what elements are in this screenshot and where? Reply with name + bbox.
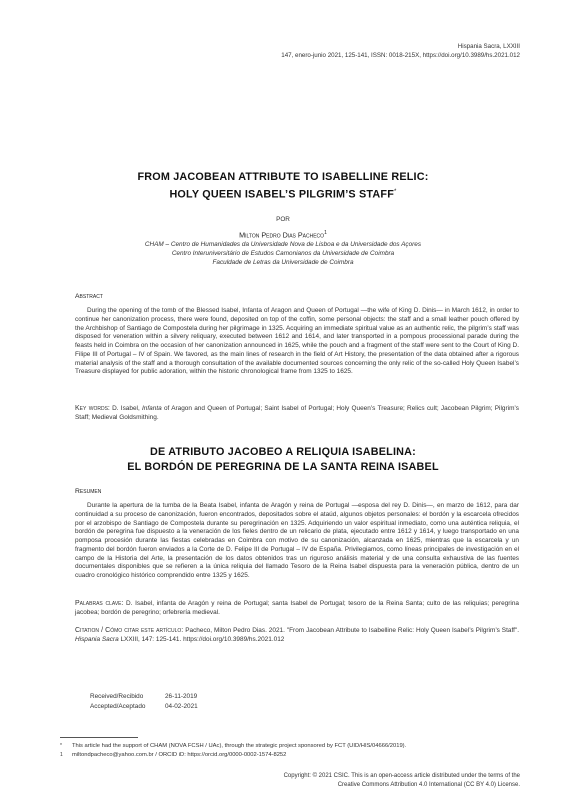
accepted-date: Accepted/Aceptado 04-02-2021: [90, 702, 198, 710]
footnote-1: * This article had the support of CHAM (NOVA FCSH / UAc), through the strategic project sponsored by FCT (UID/HIS/04666/2019).: [60, 743, 407, 749]
citation-block: Citation / Cómo citar este artículo: Pacheco, Milton Pedro Dias. 2021. "From Jacobean Attribute to Isabelline Relic: Holy Queen Isabel’s Pilgrim’s Staff". Hispania Sacra LXXIII, 147: 125-141. https://doi.org/10.3989/hs.2021.012: [75, 627, 519, 643]
spanish-title-line-2: EL BORDÓN DE PEREGRINA DE LA SANTA REINA ISABEL: [127, 461, 439, 473]
spanish-title: [40, 445, 526, 475]
footnote-divider: [60, 737, 138, 738]
affiliation-3: Faculdade de Letras da Universidade de Coimbra: [212, 259, 354, 267]
journal-citation: 147, enero-junio 2021, 125-141, ISSN: 0018-215X, https://doi.org/10.3989/hs.2021.012: [281, 52, 520, 59]
abstract-heading: Abstract: [75, 293, 103, 300]
running-header: [281, 42, 520, 60]
por-label: POR: [276, 216, 290, 223]
english-title-line-2: HOLY QUEEN ISABEL’S PILGRIM’S STAFF: [169, 188, 395, 201]
article-dates: [90, 692, 198, 711]
abstract-text: During the opening of the tomb of the Blessed Isabel, Infanta of Aragon and Queen of Portugal —the wife of King D. Dinis— in March 1612, in order to continue her canonization process, there were found, deposited on top of the coffin, some personal objects: the staff and a small leather pouch offered by the Archbishop of Santiago de Compostela during her pilgrimage in 1325. Acquiring an immediate spiritual value as an authentic relic, the pilgrim’s staff was disposed for veneration within a silvery reliquary, executed between 1612 and 1614, and later transported in a pompous processional parade during the feasts held in Coimbra on the occasion of her canonization announced in 1625, while the pouch and a fragment of the staff were sent to the Court of King D. Filipe III of Portugal – IV of Spain. We favored, as the main lines of research in the field of Art History, the presentation of the data obtained after a rigorous material analysis of the staff and a thorough consultation of the available documented sources concerning the only relic of the so-called Holy Queen Isabel’s Treasure displayed for public adoration, within the historic chronological frame from 1325 to 1625.: [75, 307, 519, 376]
english-keywords: Key words: D. Isabel, Infanta of Aragon and Queen of Portugal; Saint Isabel of Portugal; Holy Queen’s Treasure; Relics cult; Jacobean Pilgrim; Pilgrim’s Staff; Medieval Goldsmithing.: [75, 405, 519, 421]
author-line: [0, 230, 566, 239]
resumen-text: Durante la apertura de la tumba de la Beata Isabel, infanta de Aragón y reina de Portugal —esposa del rey D. Dinis—, en marzo de 1612, para dar continuidad a su proceso de canonización, fueron encontrados, depositados sobre el ataúd, algunos objetos personales: el bordón y la escarcela ofrecidos por el arzobispo de Santiago de Compostela durante su peregrinación en 1325. Adquiriendo un valor espiritual inmediato, como una auténtica reliquia, el bordón de peregrina fue dispuesto a la veneración de los fieles dentro de un relicario de plata, ejecutado entre 1612 y 1614, y luego transportado en una pomposa procesión durante las fiestas celebradas en Coimbra con motivo de su canonización, alcanzada en 1625, mientras que la escarcela y un fragmento del bordón fueron enviados a la Corte de D. Felipe III de Portugal – IV de España. Privilegiamos, como líneas principales de investigación en el campo de la Historia del Arte, la presentación de los datos obtenidos tras un riguroso análisis material y de una consulta exhaustiva de las fuentes documentales disponibles que se refieren a la única reliquia del llamado Tesoro de la Reina Isabel dispuesta para la veneración pública, dentro de un cuadro cronológico histórico comprendido entre 1325 y 1625.: [75, 502, 519, 579]
journal-name: Hispania Sacra, LXXIII: [457, 43, 520, 50]
title-footnote-marker[interactable]: *: [394, 189, 397, 195]
copyright-notice: Copyright: © 2021 CSIC. This is an open-access article distributed under the terms of the Creative Commons Attribution 4.0 International (CC BY 4.0) License.: [200, 772, 520, 789]
license-link[interactable]: Creative Commons Attribution 4.0 International (CC BY 4.0) License.: [337, 781, 520, 788]
english-title: [40, 170, 526, 203]
english-title-line-1: FROM JACOBEAN ATTRIBUTE TO ISABELLINE RELIC:: [137, 171, 429, 183]
citation-label: Citation / Cómo citar este artículo:: [75, 627, 184, 634]
spanish-title-line-1: DE ATRIBUTO JACOBEO A RELIQUIA ISABELINA:: [150, 446, 416, 458]
resumen-heading: Resumen: [75, 488, 102, 495]
keywords-label: Key words:: [75, 405, 110, 412]
author-footnote-marker[interactable]: 1: [324, 230, 327, 236]
affiliation-2: Centro Interuniversitário de Estudos Camonianos da Universidade de Coimbra: [171, 250, 395, 258]
affiliations: [0, 240, 566, 268]
spanish-keywords: Palabras clave: D. Isabel, infanta de Aragón y reina de Portugal; santa Isabel de Portugal; tesoro de la Reina Santa; culto de las reliquias; peregrina jacobea; bordón de peregrino; orfebrería medieval.: [75, 600, 519, 616]
affiliation-1: CHAM – Centro de Humanidades da Universidade Nova de Lisboa e da Universidade dos Açores: [144, 241, 422, 248]
footnote-2: 1 miltondpacheco@yahoo.com.br / ORCID iD: https://orcid.org/0000-0002-1574-8252: [60, 752, 287, 758]
palabras-clave-label: Palabras clave:: [75, 600, 124, 607]
author-name: Milton Pedro Dias Pacheco: [239, 230, 325, 240]
received-date: Received/Recibido 26-11-2019: [90, 693, 198, 700]
